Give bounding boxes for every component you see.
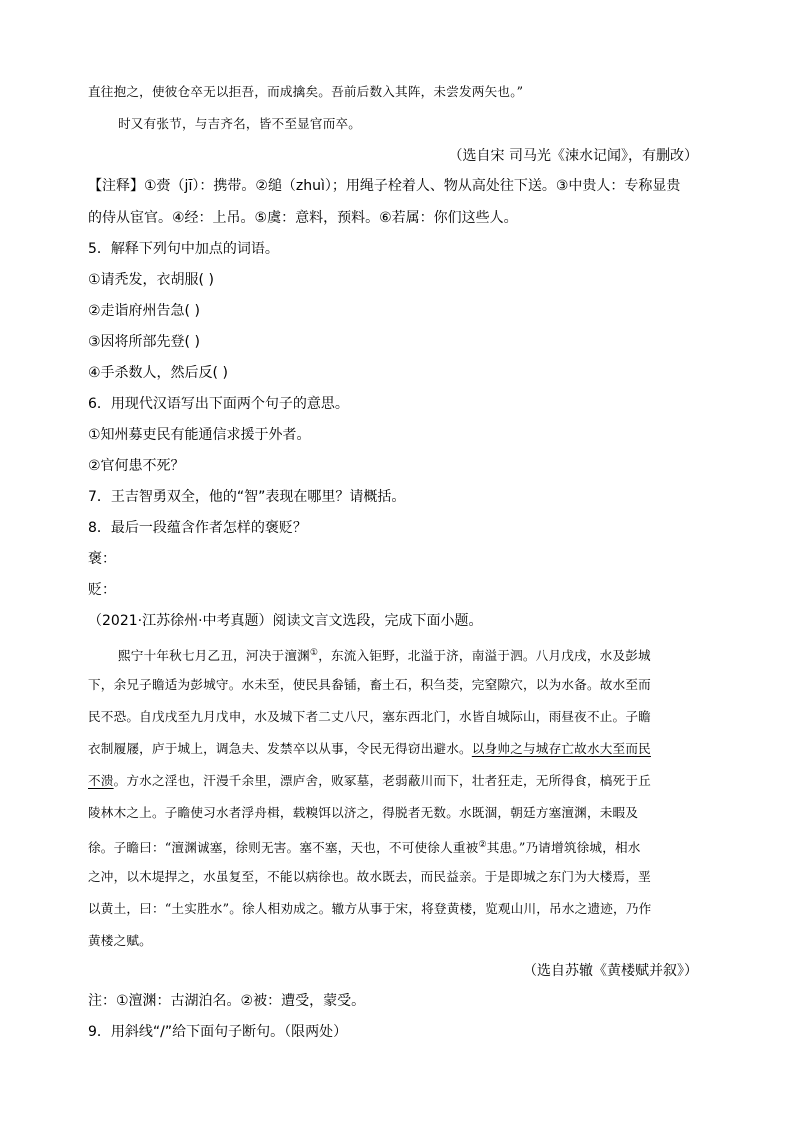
annotation-line: 【注释】①赍（jī）：携带。②缒（zhuì）；用绳子栓着人、物从高处往下送。③中贵人：专称显贵 <box>88 178 681 194</box>
question-6-stem: 6．用现代汉语写出下面两个句子的意思。 <box>88 396 349 412</box>
passage-line: 黄楼之赋。 <box>88 933 152 948</box>
section-intro: （2021·江苏徐州·中考真题）阅读文言文选段，完成下面小题。 <box>88 613 483 629</box>
passage-line: 陵林木之上。子瞻使习水者浮舟楫，载糗饵以济之，得脱者无数。水既涸，朝廷方塞澶渊，未暇及 <box>88 805 639 820</box>
passage-line: 不溃。方水之淫也，汗漫千余里，漂庐舍，败冢墓，老弱蔽川而下，壮者狂走，无所得食，槁死于丘 <box>88 773 651 788</box>
underlined-sentence: 以身帅之与城存亡故水大至而民 <box>471 741 651 756</box>
question-5-item: ③因将所部先登( ) <box>88 334 200 350</box>
criticism-label: 贬： <box>88 582 116 598</box>
passage-line: 熙宁十年秋七月乙丑，河决于澶渊①，东流入钜野，北溢于济，南溢于泗。八月戊戌，水及彭城 <box>118 648 651 664</box>
passage-line: 时又有张节，与吉齐名，皆不至显官而卒。 <box>118 116 362 131</box>
passage-line: 以黄土，曰：“土实胜水”。徐人相劝成之。辙方从事于宋，将登黄楼，览观山川，吊水之遗迹，乃作 <box>88 901 652 916</box>
question-5-item: ②走诣府州告急( ) <box>88 303 200 319</box>
question-5-stem: 5．解释下列句中加点的词语。 <box>88 241 279 257</box>
passage-line: 之冲，以木堤捍之，水虽复至，不能以病徐也。故水既去，而民益亲。于是即城之东门为大楼焉，垩 <box>88 869 651 884</box>
annotation-line: 的侍从宦官。④经：上吊。⑤虞：意料，预料。⑥若属：你们这些人。 <box>88 210 518 226</box>
passage-line: 徐。子瞻曰：“澶渊诚塞，徐则无害。塞不塞，天也，不可使徐人重被②其患。”乃请增筑徐城，相水 <box>88 840 641 856</box>
source-citation: （选自宋 司马光《涑水记闻》，有删改） <box>448 148 698 164</box>
question-6-item: ②官何患不死？ <box>88 458 185 474</box>
passage-line: 直往抱之，使彼仓卒无以拒吾，而成擒矣。吾前后数入其阵，未尝发两矢也。” <box>88 84 524 99</box>
praise-label: 褒： <box>88 551 116 567</box>
passage-line: 衣制履屦，庐于城上，调急夫、发禁卒以从事，令民无得窃出避水。以身帅之与城存亡故水大至而民 <box>88 741 651 756</box>
question-6-item: ①知州募吏民有能通信求援于外者。 <box>88 427 311 443</box>
underlined-sentence: 不溃 <box>88 773 114 788</box>
source-citation: （选自苏辙《黄楼赋并叙》） <box>523 963 698 979</box>
question-9: 9．用斜线“/”给下面句子断句。（限两处） <box>88 1024 348 1040</box>
question-5-item: ④手杀数人，然后反( ) <box>88 365 228 381</box>
question-7: 7．王吉智勇双全，他的“智”表现在哪里？请概括。 <box>88 489 406 505</box>
annotation-line: 注：①澶渊：古湖泊名。②被：遭受，蒙受。 <box>88 993 366 1009</box>
question-5-item: ①请秃发，衣胡服( ) <box>88 272 214 288</box>
passage-line: 民不恐。自戊戌至九月戊申，水及城下者二丈八尺，塞东西北门，水皆自城际山，雨昼夜不止。子瞻 <box>88 709 651 724</box>
passage-line: 下，余兄子瞻适为彭城守。水未至，使民具畚锸，畜土石，积刍茭，完窒隙穴，以为水备。故水至而 <box>88 677 651 692</box>
question-8-stem: 8．最后一段蕴含作者怎样的褒贬？ <box>88 520 307 536</box>
